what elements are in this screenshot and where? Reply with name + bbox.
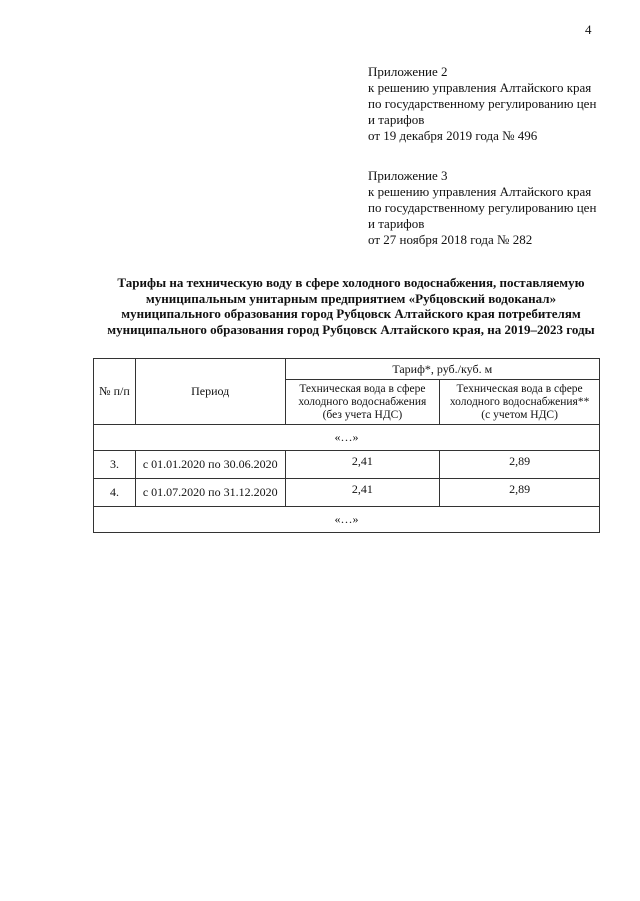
- appendix-2-header: [368, 64, 596, 144]
- appendix-3-line: Приложение 3: [368, 168, 448, 183]
- header-col-without-vat: [285, 380, 440, 425]
- document-title: [60, 275, 640, 337]
- header-col-a-line: Техническая вода в сфере: [299, 382, 426, 395]
- page-number: 4: [585, 22, 592, 37]
- row-tariff-without-vat: 2,41: [285, 479, 440, 507]
- appendix-2-line: к решению управления Алтайского края: [368, 80, 592, 95]
- row-period: с 01.01.2020 по 30.06.2020: [135, 451, 285, 479]
- header-period: Период: [135, 359, 285, 425]
- ellipsis-cell: «…»: [94, 507, 600, 533]
- title-line: муниципальным унитарным предприятием «Рубцовский водоканал»: [145, 290, 557, 306]
- ellipsis-row: [94, 507, 600, 533]
- header-no: № п/п: [94, 359, 136, 425]
- appendix-2-line: и тарифов: [368, 112, 425, 127]
- table-header-row: [94, 359, 600, 380]
- row-no: 4.: [94, 479, 136, 507]
- appendix-3-header: [368, 168, 596, 248]
- header-col-with-vat: [440, 380, 600, 425]
- tariff-table: [93, 358, 600, 533]
- appendix-3-line: и тарифов: [368, 216, 425, 231]
- header-col-b-line: (с учетом НДС): [481, 408, 558, 421]
- appendix-3-line: от 27 ноября 2018 года № 282: [368, 232, 533, 247]
- header-col-a-line: (без учета НДС): [322, 408, 403, 421]
- row-no: 3.: [94, 451, 136, 479]
- ellipsis-row: [94, 425, 600, 451]
- ellipsis-cell: «…»: [94, 425, 600, 451]
- appendix-2-line: от 19 декабря 2019 года № 496: [368, 128, 538, 143]
- row-period: с 01.07.2020 по 31.12.2020: [135, 479, 285, 507]
- table-row: [94, 451, 600, 479]
- header-tariff: Тариф*, руб./куб. м: [285, 359, 599, 380]
- header-col-a-line: холодного водоснабжения: [298, 395, 427, 408]
- header-col-b-line: холодного водоснабжения**: [449, 395, 590, 408]
- table-row: [94, 479, 600, 507]
- appendix-3-line: к решению управления Алтайского края: [368, 184, 592, 199]
- appendix-2-line: Приложение 2: [368, 64, 448, 79]
- header-col-b-line: Техническая вода в сфере: [456, 382, 583, 395]
- appendix-2-line: по государственному регулированию цен: [368, 96, 597, 111]
- title-line: муниципального образования город Рубцовск Алтайского края потребителям: [121, 306, 581, 321]
- title-line: Тарифы на техническую воду в сфере холодного водоснабжения, поставляемую: [117, 275, 585, 290]
- row-tariff-without-vat: 2,41: [285, 451, 440, 479]
- title-line: муниципального образования город Рубцовск Алтайского края, на 2019–2023 годы: [107, 321, 595, 337]
- row-tariff-with-vat: 2,89: [440, 451, 600, 479]
- row-tariff-with-vat: 2,89: [440, 479, 600, 507]
- appendix-3-line: по государственному регулированию цен: [368, 200, 597, 215]
